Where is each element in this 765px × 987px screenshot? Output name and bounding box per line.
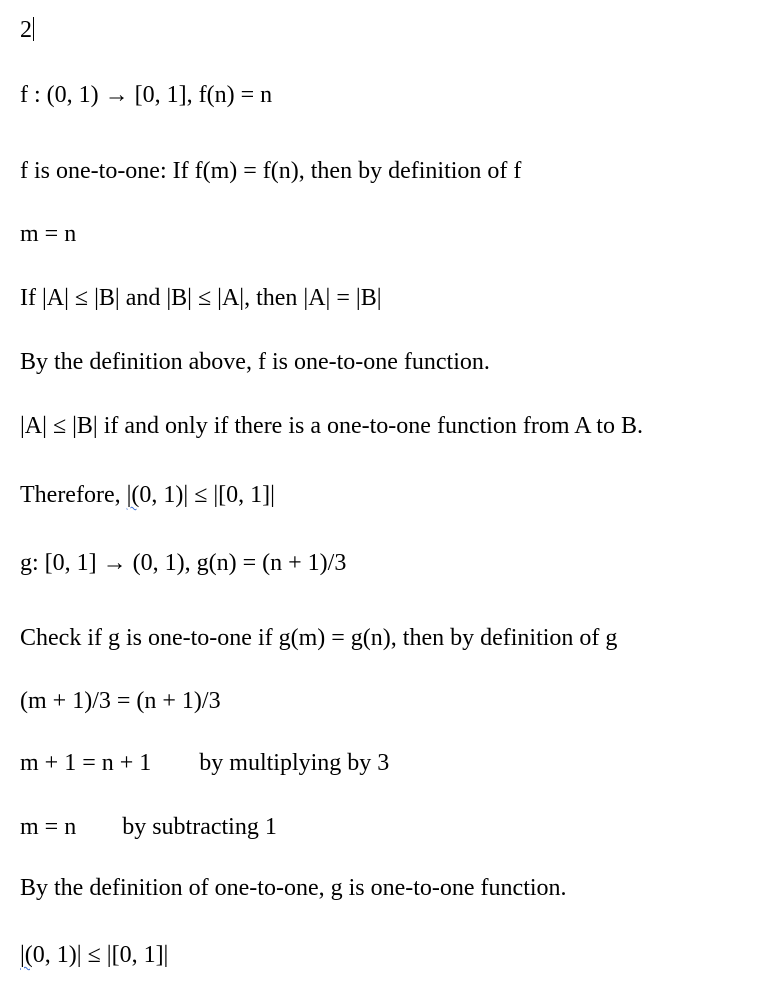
g-check-text: Check if g is one-to-one if g(m) = g(n), then by definition of g — [20, 625, 618, 651]
line-final[interactable] — [20, 941, 168, 969]
g-step1-equation: m + 1 = n + 1 — [20, 750, 152, 776]
line-g-conclusion[interactable] — [20, 874, 567, 902]
f-one-to-one-text: f is one-to-one: If f(m) = f(n), then by definition of f — [20, 158, 522, 184]
cardinality-def-text: |A| ≤ |B| if and only if there is a one-to-one function from A to B. — [20, 413, 643, 439]
line-f-conclusion[interactable] — [20, 348, 490, 376]
line-f-m-equals-n[interactable] — [20, 220, 76, 248]
line-therefore[interactable] — [20, 481, 275, 509]
g-step1-reason: by multiplying by 3 — [199, 750, 390, 776]
g-equation-text: (m + 1)/3 = (n + 1)/3 — [20, 688, 221, 714]
line-g-check[interactable] — [20, 624, 617, 652]
g-conclusion-text: By the definition of one-to-one, g is one-to-one function. — [20, 875, 567, 901]
theorem-text: If |A| ≤ |B| and |B| ≤ |A|, then |A| = |B| — [20, 285, 382, 311]
spellcheck-flagged-text[interactable]: |( — [126, 482, 140, 508]
final-rest-text: 0, 1)| ≤ |[0, 1]| — [32, 942, 169, 968]
line-g-equation[interactable] — [20, 687, 221, 715]
g-definition-text: g: [0, 1] → (0, 1), g(n) = (n + 1)/3 — [20, 550, 347, 576]
line-item-number[interactable] — [20, 16, 34, 44]
item-number-text: 2 — [20, 17, 32, 43]
line-cardinality-def[interactable] — [20, 412, 643, 440]
therefore-prefix-text: Therefore, — [20, 482, 127, 508]
g-step2-reason: by subtracting 1 — [122, 814, 277, 840]
g-step2-equation: m = n — [20, 814, 77, 840]
line-g-definition[interactable] — [20, 549, 346, 577]
f-definition-text: f : (0, 1) → [0, 1], f(n) = n — [20, 82, 273, 108]
line-theorem[interactable] — [20, 284, 382, 312]
therefore-rest-text: 0, 1)| ≤ |[0, 1]| — [139, 482, 275, 508]
line-g-step2[interactable] — [20, 813, 277, 841]
spellcheck-flagged-text[interactable]: |( — [20, 942, 33, 968]
line-f-definition[interactable] — [20, 81, 272, 109]
text-cursor — [33, 17, 34, 41]
line-g-step1[interactable] — [20, 749, 389, 777]
line-f-one-to-one[interactable] — [20, 157, 521, 185]
f-conclusion-text: By the definition above, f is one-to-one function. — [20, 349, 490, 375]
f-m-equals-n-text: m = n — [20, 221, 77, 247]
